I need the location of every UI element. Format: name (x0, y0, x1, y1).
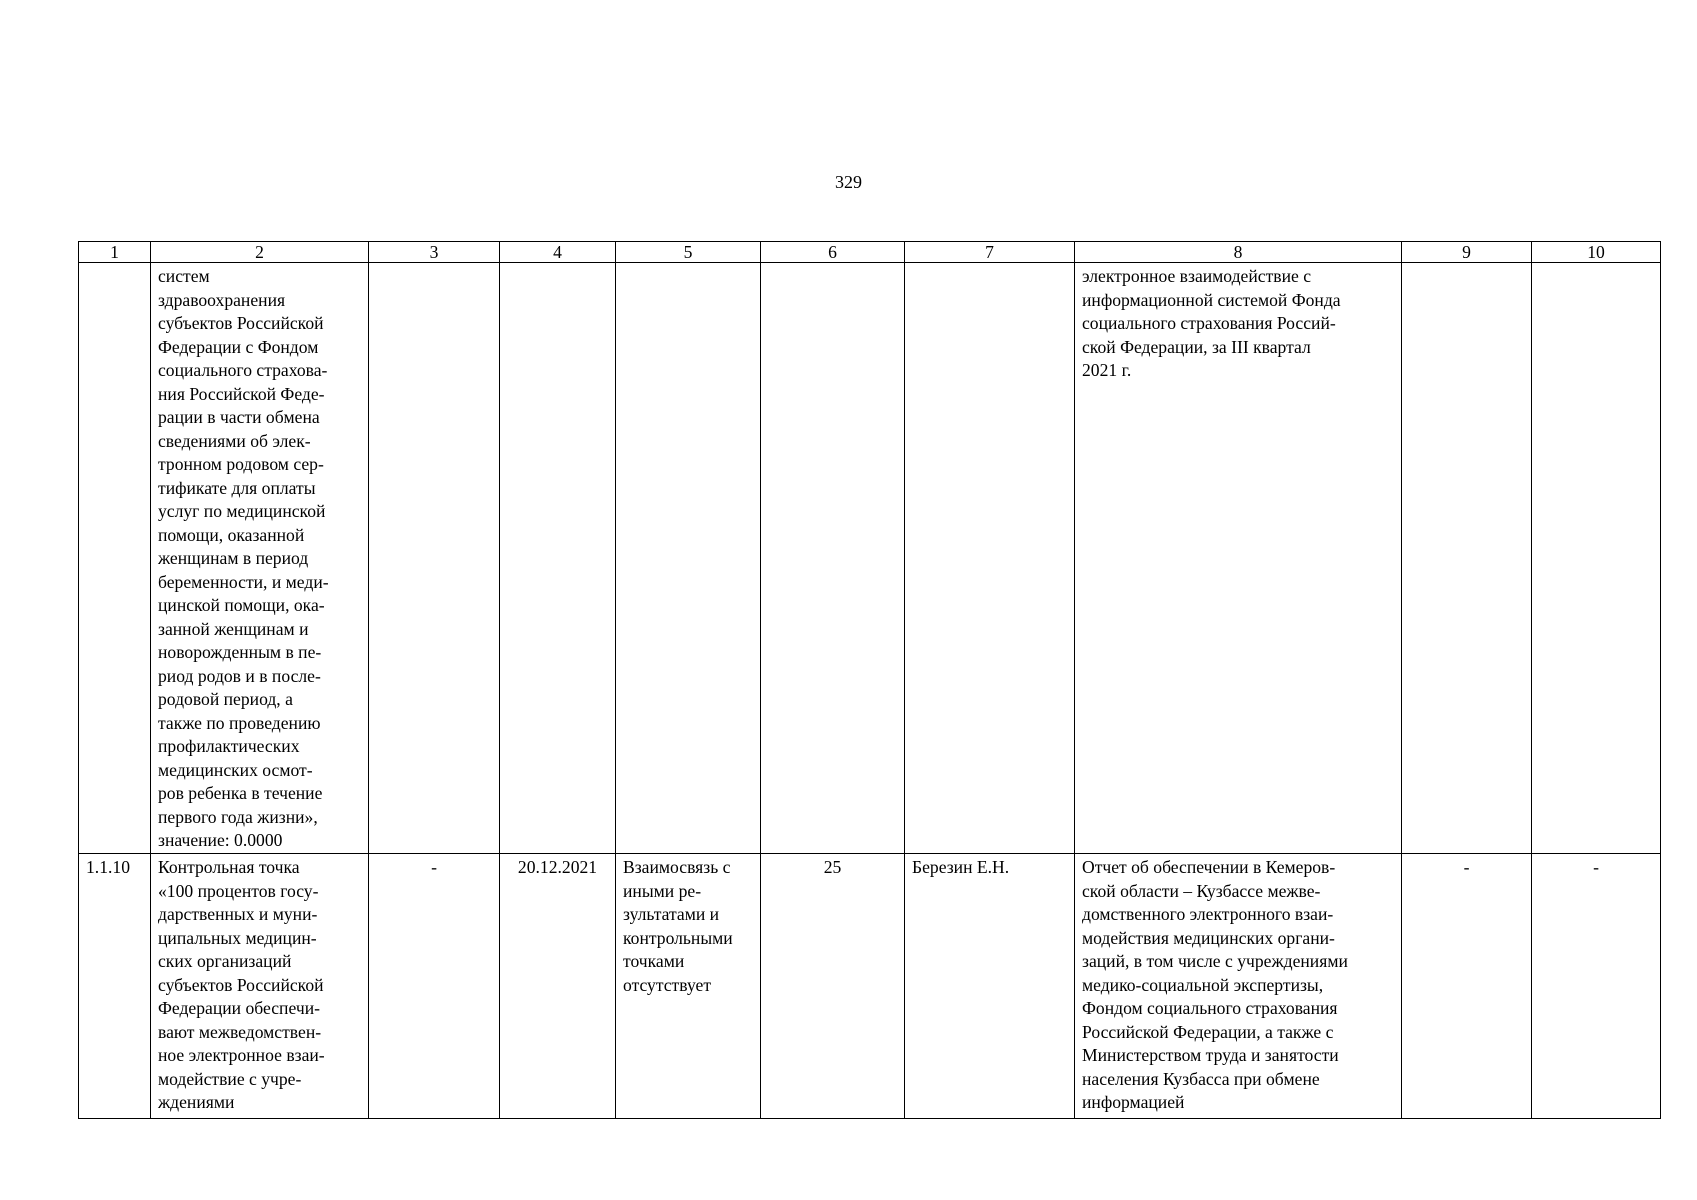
header-col-4: 4 (500, 242, 616, 263)
table-row (79, 263, 1661, 854)
cell-relation (616, 263, 761, 854)
cell-col10-text: - (1593, 857, 1599, 877)
plan-table (78, 241, 1661, 1119)
header-row (79, 242, 1661, 263)
cell-number (79, 854, 151, 1119)
header-col-1: 1 (79, 242, 151, 263)
cell-date-text: 20.12.2021 (517, 857, 598, 877)
header-col-6: 6 (761, 242, 905, 263)
cell-name (151, 854, 369, 1119)
table-row (79, 854, 1661, 1119)
header-col-7: 7 (905, 242, 1075, 263)
cell-responsible (905, 854, 1075, 1119)
header-col-2: 2 (151, 242, 369, 263)
header-col-8: 8 (1075, 242, 1402, 263)
header-col-10: 10 (1532, 242, 1661, 263)
cell-result (1075, 263, 1402, 854)
cell-col6 (761, 854, 905, 1119)
cell-number-text: 1.1.10 (86, 857, 130, 877)
cell-date (500, 854, 616, 1119)
cell-col6 (761, 263, 905, 854)
cell-name (151, 263, 369, 854)
cell-responsible-text: Березин Е.Н. (912, 857, 1010, 877)
cell-date (500, 263, 616, 854)
page-number: 329 (835, 172, 862, 192)
cell-responsible (905, 263, 1075, 854)
cell-name-text: Контрольная точка «100 процентов госу- дарственных и муни- ципальных медицин- ских организаций субъектов Российской Федерации обеспечи- вают межведомствен- ное электронное взаи- модействие с учре- ждениями (158, 857, 325, 1112)
header-col-9: 9 (1402, 242, 1532, 263)
cell-col3 (369, 263, 500, 854)
cell-result (1075, 854, 1402, 1119)
cell-col3 (369, 854, 500, 1119)
cell-relation (616, 854, 761, 1119)
cell-name-text: систем здравоохранения субъектов Российской Федерации с Фондом социального страхова- ния Российской Феде- рации в части обмена сведениями об элек- тронном родовом сер- тификате для оплаты услуг по медицинской помощи, оказанной женщинам в период беременности, и меди- цинской помощи, ока- занной женщинам и новорожденным в пе- риод родов и в после- родовой период, а также по проведению профилактических медицинских осмот- ров ребенка в течение первого года жизни», значение: 0.0000 (158, 266, 329, 850)
cell-number (79, 263, 151, 854)
header-col-3: 3 (369, 242, 500, 263)
cell-col10 (1532, 854, 1661, 1119)
header-col-5: 5 (616, 242, 761, 263)
cell-col9 (1402, 263, 1532, 854)
cell-relation-text: Взаимосвязь с иными ре- зультатами и контрольными точками отсутствует (623, 857, 733, 995)
cell-col10 (1532, 263, 1661, 854)
cell-col6-text: 25 (823, 857, 842, 877)
cell-result-text: Отчет об обеспечении в Кемеров- ской области – Кузбассе межве- домственного электронного взаи- модействия медицинских органи- заций, в том числе с учреждениями медико-социальной экспертизы, Фондом социального страхования Российской Федерации, а также с Министерством труда и занятости населения Кузбасса при обмене информацией (1082, 857, 1348, 1112)
cell-col3-text: - (431, 857, 437, 877)
cell-col9 (1402, 854, 1532, 1119)
cell-col9-text: - (1463, 857, 1470, 877)
cell-result-text: электронное взаимодействие с информационной системой Фонда социального страхования Россий- ской Федерации, за III квартал 2021 г. (1082, 266, 1341, 380)
